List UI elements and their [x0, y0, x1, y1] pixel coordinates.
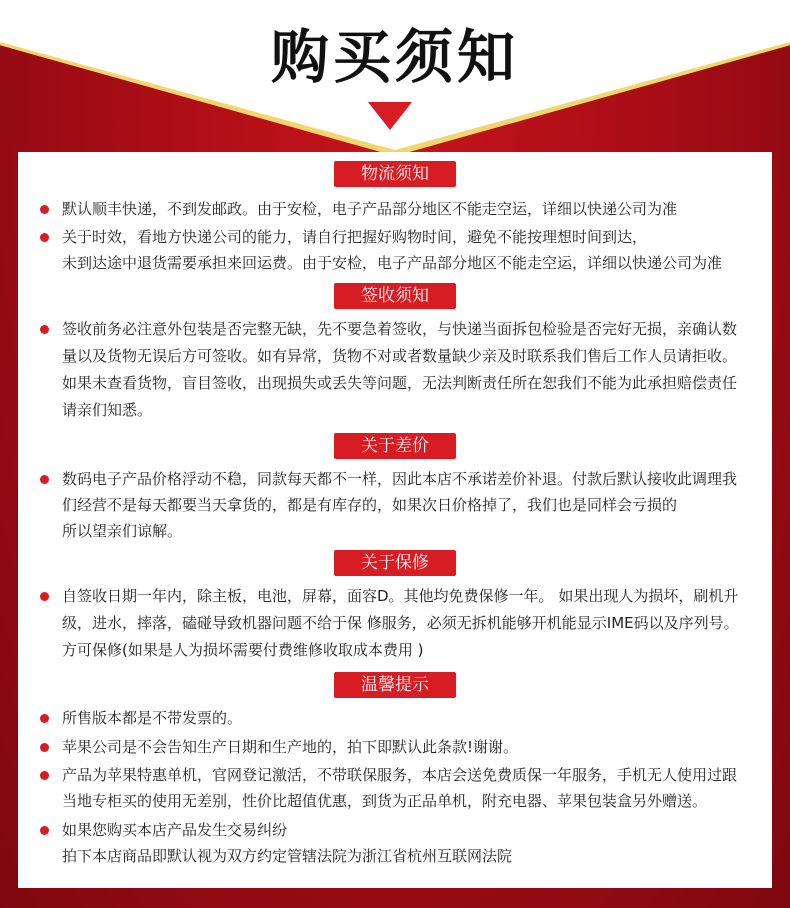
bullet-icon	[40, 743, 49, 752]
down-arrow-icon	[368, 102, 412, 130]
section-label-logistics: 物流须知	[334, 161, 456, 187]
item-text: 签收前务必注意外包装是否完整无缺，先不要急着签收，与快递当面拆包检验是否完好无损，亲确认数量以及货物无误后方可签收。如有异常，货物不对或者数量缺少亲及时联系我们售后工作人员请拒收。如果未查看货物，盲目签收，出现损失或丢失等问题，无法判断责任所在恕我们不能为此承担赔偿责任请亲们知悉。	[62, 320, 738, 419]
item-text: 关于时效，看地方快递公司的能力，请自行把握好购物时间，避免不能按理想时间到达， 未到达途中退货需要承担来回运费。由于安检，电子产品部分地区不能走空运，详细以快递公司为准	[62, 228, 723, 272]
bullet-icon	[40, 826, 49, 835]
bullet-icon	[40, 714, 49, 723]
bullet-icon	[40, 771, 49, 780]
item-text: 数码电子产品价格浮动不稳，同款每天都不一样，因此本店不承诺差价补退。付款后默认接收此调理我们经营不是每天都要当天拿货的，都是有库存的，如果次日价格掉了，我们也是同样会亏损的 所以望亲们谅解。	[62, 470, 738, 540]
item-text: 默认顺丰快递，不到发邮政。由于安检，电子产品部分地区不能走空运，详细以快递公司为准	[62, 200, 678, 218]
item-text: 如果您购买本店产品发生交易纠纷 拍下本店商品即默认视为双方约定管辖法院为浙江省杭州互联网法院	[62, 821, 513, 865]
item-text: 苹果公司是不会告知生产日期和生产地的，拍下即默认此条款!谢谢。	[62, 738, 519, 756]
bullet-icon	[40, 205, 49, 214]
bullet-icon	[40, 325, 49, 334]
notice-card	[18, 152, 772, 888]
bullet-icon	[40, 475, 49, 484]
section-label-price-difference: 关于差价	[334, 433, 456, 459]
section-label-warranty: 关于保修	[334, 550, 456, 576]
bullet-icon	[40, 233, 49, 242]
bullet-icon	[40, 592, 49, 601]
item-text: 所售版本都是不带发票的。	[62, 709, 243, 727]
page-title: 购买须知	[270, 23, 519, 91]
item-text: 产品为苹果特惠单机，官网登记激活，不带联保服务，本店会送免费质保一年服务，手机无人使用过跟当地专柜买的使用无差别，性价比超值优惠，到货为正品单机，附充电器、苹果包装盒另外赠送。	[62, 766, 738, 810]
section-label-receipt: 签收须知	[334, 283, 456, 309]
item-text: 自签收日期一年内，除主板，电池，屏幕，面容D。其他均免费保修一年。 如果出现人为损坏，刷机升级，进水，摔落，磕碰导致机器问题不给于保 修服务，必须无拆机能够开机能显示IME码以及序列号。方可保修(如果是人为损坏需要付费维修收取成本费用 )	[62, 587, 739, 659]
section-label-tips: 温馨提示	[334, 672, 456, 698]
